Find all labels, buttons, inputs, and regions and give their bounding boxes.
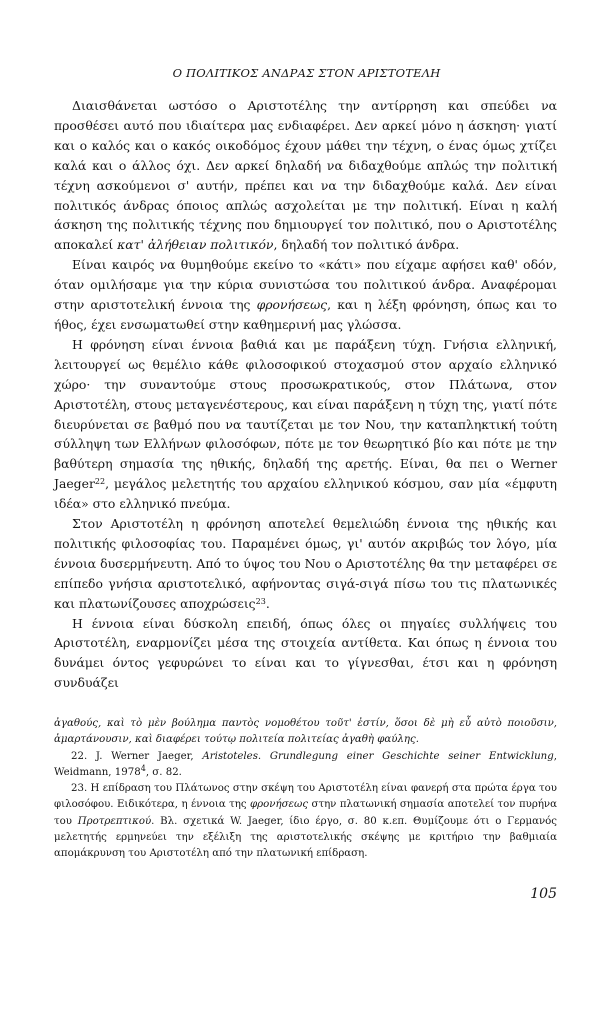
footnote-22: 22. J. Werner Jaeger, Aristoteles. Grundlegung einer Geschichte seiner Entwicklung, Weidmann, 1978$^4$, σ. 82. xyxy=(54,750,557,778)
footnote-continuation: ἀγαθούς, καὶ τὸ μὲν βούλημα παντὸς νομοθέτου τοῦτ' ἐστίν, ὅσοι δὲ μὴ εὖ αὐτὸ ποιοῦσιν, ἁμαρτάνουσιν, καὶ διαφέρει τούτῳ πολιτεία πολιτείας ἀγαθὴ φαύλης. xyxy=(54,718,557,746)
work-title-protreptikos: Προτρεπτικού xyxy=(77,815,152,827)
main-text xyxy=(54,96,557,693)
paragraph-5: Η έννοια είναι δύσκολη επειδή, όπως όλες οι πηγαίες συλλήψεις του Αριστοτέλη, εναρμονίζει μέσα της στοιχεία αντίθετα. Και όπως η έννοια του δυνάμει όντος γεφυρώνει το είναι και το γίγνεσθαι, έτσι και η φρόνηση συνδυάζει xyxy=(54,615,557,691)
footnote-ref-23: 23 xyxy=(255,596,266,606)
footnotes xyxy=(54,716,557,863)
paragraph-4: Στον Αριστοτέλη η φρόνηση αποτελεί θεμελιώδη έννοια της ηθικής και πολιτικής φιλοσοφίας του. Παραμένει όμως, γι' αυτόν ακριβώς τον λόγο, μία έννοια δυσερμήνευτη. Από το ύψος του Νου ο Αριστοτέλης θα την μεταφέρει σε επίπεδο γνήσια αριστοτελικό, αφήνοντας σιγά-σιγά πίσω του τις πλατωνικές και πλατωνίζουσες αποχρώσεις$^{23}$. xyxy=(54,516,557,611)
term-phroneseos: φρονήσεως xyxy=(256,297,328,313)
paragraph-1: Διαισθάνεται ωστόσο ο Αριστοτέλης την αντίρρηση και σπεύδει να προσθέσει αυτό που ιδιαίτερα μας ενδιαφέρει. Δεν αρκεί μόνο η άσκηση· γιατί και ο καλός και ο κακός οικοδόμος έχουν μάθει την τέχνη, ο ένας όμως χτίζει καλά και ο άλλος όχι. Δεν αρκεί δηλαδή να διδαχθούμε απλώς την πολιτική τέχνη ασκούμενοι σ' αυτήν, πρέπει και να την διδαχθούμε καλά. Δεν είναι πολιτικός άνδρας όποιος απλώς ασχολείται με την πολιτική. Είναι η καλή άσκηση της πολιτικής τέχνης που δημιουργεί τον πολιτικό, που ο Αριστοτέλης αποκαλεί κατ' ἀλήθειαν πολιτικόν, δηλαδή τον πολιτικό άνδρα. xyxy=(54,98,557,253)
footnote-23: 23. Η επίδραση του Πλάτωνος στην σκέψη του Αριστοτέλη είναι φανερή στα πρώτα έργα του φιλοσόφου. Ειδικότερα, η έννοια της φρονήσεως στην πλατωνική σημασία αποτελεί τον πυρήνα του Προτρεπτικού. Βλ. σχετικά W. Jaeger, ίδιο έργο, σ. 80 κ.επ. Θυμίζουμε ότι ο Γερμανός μελετητής ερμηνεύει την εξέλιξη της αριστοτελικής σκέψης με κριτήριο την βαθμιαία απομάκρυνση του Αριστοτέλη από την πλατωνική επίδραση. xyxy=(54,783,557,860)
term-phroneseos-note: φρονήσεως xyxy=(250,799,309,811)
greek-quote: κατ' ἀλήθειαν πολιτικόν xyxy=(117,237,274,253)
page-number: 105 xyxy=(530,886,557,902)
paragraph-2: Είναι καιρός να θυμηθούμε εκείνο το «κάτι» που είχαμε αφήσει καθ' οδόν, όταν ομιλήσαμε για την κύρια συνιστώσα του πολιτικού άνδρα. Αναφέρομαι στην αριστοτελική έννοια της φρονήσεως, και η λέξη φρόνηση, όπως και το ήθος, έχει ενσωματωθεί στην καθημερινή μας γλώσσα. xyxy=(54,257,557,332)
edition-sup: 4 xyxy=(140,763,146,773)
running-header: Ο ΠΟΛΙΤΙΚΟΣ ΑΝΔΡΑΣ ΣΤΟΝ ΑΡΙΣΤΟΤΕΛΗ xyxy=(172,66,441,80)
book-title: Aristoteles. Grundlegung einer Geschichte seiner Entwicklung xyxy=(202,750,554,762)
paragraph-3: Η φρόνηση είναι έννοια βαθιά και με παράξενη τύχη. Γνήσια ελληνική, λειτουργεί ως θεμέλιο κάθε φιλοσοφικού στοχασμού στον αρχαίο ελληνικό χώρο· την συναντούμε στους προσωκρατικούς, στον Πλάτωνα, στον Αριστοτέλη, στους μεταγενέστερους, και είναι παράξενη η τύχη της, γιατί πότε διευρύνεται σε βαθμό που να ταυτίζεται με τον Νου, την καταπληκτική τούτη σύλληψη των Ελλήνων φιλοσόφων, πότε με τον θεωρητικό βίο και πότε με την βαθύτερη σημασία της ηθικής, δηλαδή της αρετής. Είναι, θα πει ο Werner Jaeger$^{22}$, μεγάλος μελετητής του αρχαίου ελληνικού κόσμου, σαν μία «έμφυτη ιδέα» στο ελληνικό πνεύμα. xyxy=(54,336,557,512)
footnote-ref-22: 22 xyxy=(94,477,106,487)
